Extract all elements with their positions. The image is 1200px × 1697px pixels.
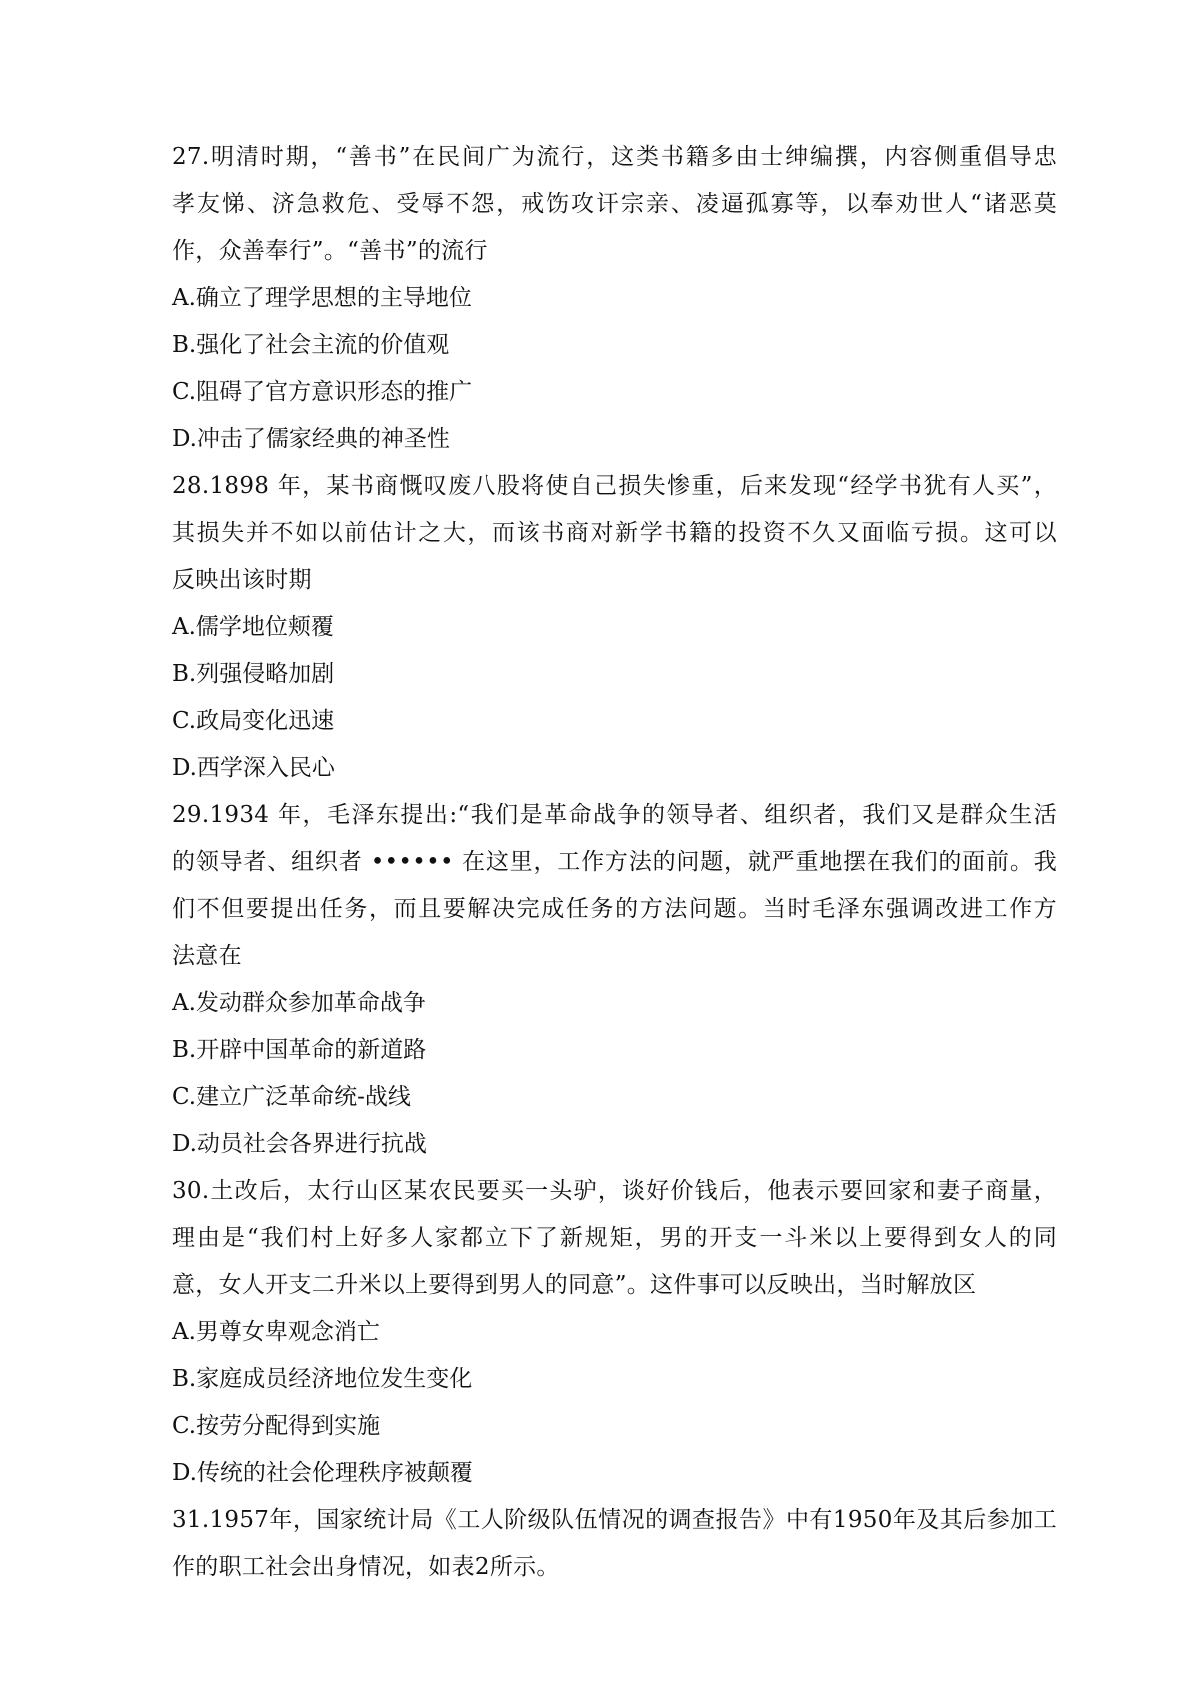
stem-line: 29.1934 年，毛泽东提出:“我们是革命战争的领导者、组织者，我们又是群众生活: [172, 802, 1057, 828]
exam-page: [172, 134, 1057, 1591]
question-stem: [172, 792, 1057, 980]
stem-line: 作的职工社会出身情况，如表2所示。: [172, 1554, 560, 1580]
option-a: A.发动群众参加革命战争: [172, 990, 426, 1016]
option-d: D.冲击了儒家经典的神圣性: [172, 426, 450, 452]
option-c: C.建立广泛革命统-战线: [172, 1084, 411, 1110]
option-d: D.动员社会各界进行抗战: [172, 1131, 427, 1157]
question-31: [172, 1497, 1057, 1591]
option-b: B.开辟中国革命的新道路: [172, 1037, 427, 1063]
question-stem: [172, 1497, 1057, 1591]
stem-line: 31.1957年，国家统计局《工人阶级队伍情况的调查报告》中有1950年及其后参加工: [172, 1507, 1057, 1533]
stem-line: 们不但要提出任务，而且要解决完成任务的方法问题。当时毛泽东强调改进工作方: [172, 896, 1057, 922]
stem-line: 28.1898 年，某书商慨叹废八股将使自己损失惨重，后来发现“经学书犹有人买”，: [172, 473, 1057, 499]
option-a: A.男尊女卑观念消亡: [172, 1319, 380, 1345]
question-30: [172, 1168, 1057, 1497]
stem-line: 30.土改后，太行山区某农民要买一头驴，谈好价钱后，他表示要回家和妻子商量，: [172, 1178, 1057, 1204]
question-27: [172, 134, 1057, 463]
option-c: C.阻碍了官方意识形态的推广: [172, 379, 473, 405]
option-b: B.列强侵略加剧: [172, 661, 335, 687]
stem-line: 27.明清时期，“善书”在民间广为流行，这类书籍多由士绅编撰，内容侧重倡导忠: [172, 144, 1057, 170]
stem-line: 作，众善奉行”。“善书”的流行: [172, 238, 488, 264]
option-c: C.按劳分配得到实施: [172, 1413, 381, 1439]
stem-line: 孝友悌、济急救危、受辱不怨，戒饬攻讦宗亲、凌逼孤寡等，以奉劝世人“诸恶莫: [172, 191, 1057, 217]
stem-line: 反映出该时期: [172, 567, 312, 593]
option-d: D.西学深入民心: [172, 755, 335, 781]
option-a: A.确立了理学思想的主导地位: [172, 285, 472, 311]
option-c: C.政局变化迅速: [172, 708, 335, 734]
question-stem: [172, 463, 1057, 604]
question-28: [172, 463, 1057, 792]
stem-line: 的领导者、组织者 •••••• 在这里，工作方法的问题，就严重地摆在我们的面前。我: [172, 849, 1057, 875]
question-stem: [172, 1168, 1057, 1309]
option-d: D.传统的社会伦理秩序被颠覆: [172, 1460, 473, 1486]
option-b: B.强化了社会主流的价值观: [172, 332, 450, 358]
question-29: [172, 792, 1057, 1168]
option-a: A.儒学地位颊覆: [172, 614, 334, 640]
stem-line: 意，女人开支二升米以上要得到男人的同意”。这件事可以反映出，当时解放区: [172, 1272, 977, 1298]
stem-line: 法意在: [172, 943, 242, 969]
stem-line: 其损失并不如以前估计之大，而该书商对新学书籍的投资不久又面临亏损。这可以: [172, 520, 1057, 546]
option-b: B.家庭成员经济地位发生变化: [172, 1366, 473, 1392]
stem-line: 理由是“我们村上好多人家都立下了新规矩，男的开支一斗米以上要得到女人的同: [172, 1225, 1057, 1251]
question-stem: [172, 134, 1057, 275]
